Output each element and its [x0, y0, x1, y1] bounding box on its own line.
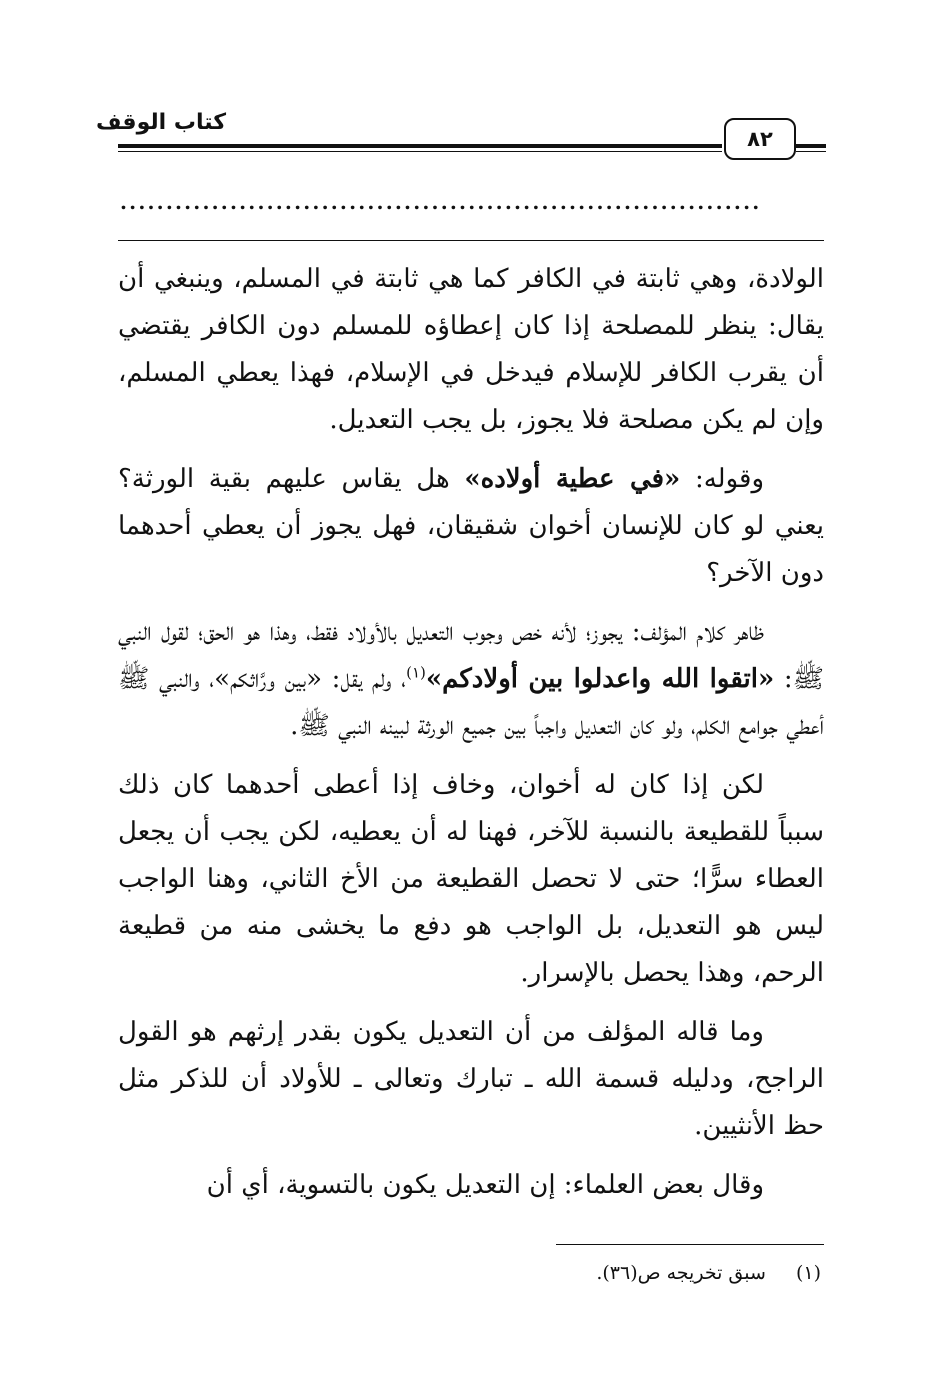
paragraph-2-intro: وقوله:: [680, 464, 765, 494]
header-rule-right-thin: [796, 151, 826, 152]
paragraph-3-rest: ، ولم يقل: «بين ورَّاثكم»، والنبي ﷺ أعطي جوامع الكلم، ولو كان التعديل واجباً بين جميع الورثة لبينه النبي ﷺ.: [118, 664, 824, 741]
paragraph-2-rest: هل يقاس عليهم بقية الورثة؟ يعني لو كان للإنسان أخوان شقيقان، فهل يجوز أن يعطي أحدهما دون الآخر؟: [118, 464, 824, 588]
footnote-reference: (١): [406, 663, 426, 682]
paragraph-6: وقال بعض العلماء: إن التعديل يكون بالتسوية، أي أن: [206, 1170, 764, 1200]
footnote-rule: [556, 1244, 824, 1245]
footnote-text: سبق تخريجه ص(٣٦).: [596, 1262, 766, 1284]
paragraph-1: الولادة، وهي ثابتة في الكافر كما هي ثابتة في المسلم، وينبغي أن يقال: ينظر للمصلحة إذا كان إعطاؤه للمسلم دون الكافر يقتضي أن يقرب الكافر للإسلام فيدخل في الإسلام، فهذا يعطي المسلم، وإن لم يكن مصلحة فلا يجوز، بل يجب التعديل.: [118, 264, 824, 435]
header-rule-thick: [118, 144, 722, 148]
paragraph-5: وما قاله المؤلف من أن التعديل يكون بقدر إرثهم هو القول الراجح، ودليله قسمة الله ـ تبارك وتعالى ـ للأولاد أن للذكر مثل حظ الأنثيين.: [118, 1017, 824, 1141]
footnote: [596, 1262, 821, 1284]
dotted-separator: ......................................................................: [120, 192, 762, 212]
page-number: ٨٢: [724, 118, 796, 160]
header-rule-thin: [118, 151, 722, 152]
section-divider: [118, 240, 824, 241]
page-header: [95, 104, 826, 164]
header-rule-right-thick: [796, 144, 826, 148]
hadith-quote: «اتقوا الله واعدلوا بين أولادكم»: [425, 664, 775, 694]
footnote-number: (١): [795, 1262, 821, 1284]
paragraph-3: [118, 609, 824, 750]
quoted-phrase: «في عطية أولاده»: [464, 464, 681, 494]
paragraph-4: لكن إذا كان له أخوان، وخاف إذا أعطى أحدهما كان ذلك سبباً للقطيعة بالنسبة للآخر، فهنا له أن يعطيه، لكن يجب أن يجعل العطاء سرًّا؛ حتى لا تحصل القطيعة من الأخ الثاني، وهنا الواجب ليس هو التعديل، بل الواجب هو دفع ما يخشى منه من قطيعة الرحم، وهذا يحصل بالإسرار.: [118, 770, 824, 988]
paragraph-2: [118, 456, 824, 597]
paragraph-3-intro: ظاهر كلام المؤلف: يجوز؛ لأنه خص وجوب التعديل بالأولاد فقط، وهذا هو الحق؛ لقول النبي ﷺ:: [118, 617, 824, 694]
main-text: [118, 256, 824, 1221]
book-title: كتاب الوقف: [95, 110, 226, 135]
